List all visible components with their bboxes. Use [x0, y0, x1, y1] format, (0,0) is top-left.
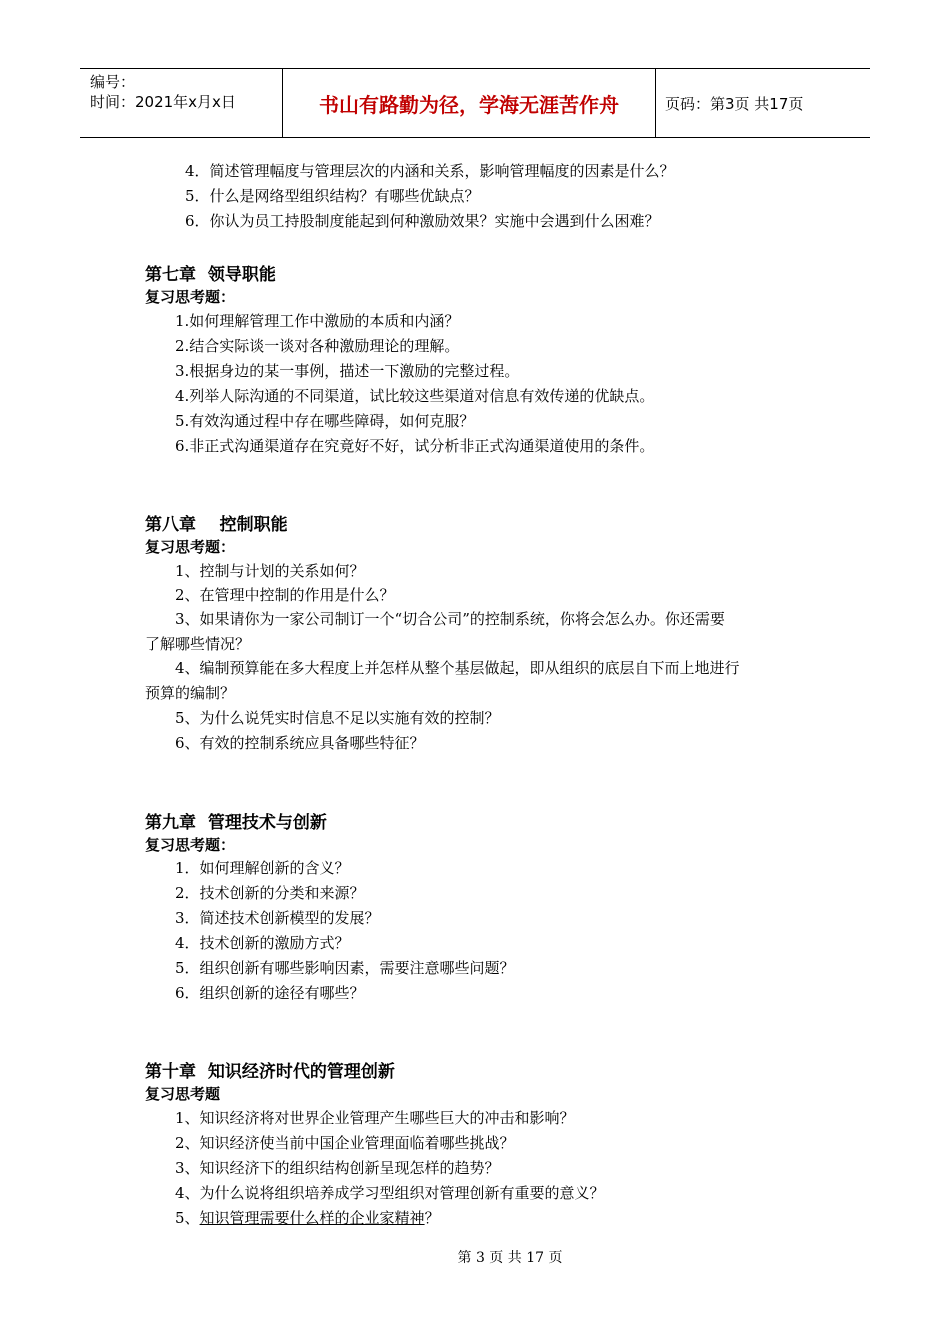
list-item: 5.有效沟通过程中存在哪些障碍，如何克服？ [175, 412, 475, 430]
page-footer: 第 3 页 共 17 页 [457, 1250, 563, 1266]
chapter-title: 第八章 控制职能 [145, 515, 288, 535]
date-label: 时间：2021年x月x日 [90, 93, 236, 111]
list-item: 2.结合实际谈一谈对各种激励理论的理解。 [175, 337, 460, 355]
header-page-info: 页码：第3页 共17页 [665, 94, 804, 113]
list-item: 6．组织创新的途径有哪些？ [175, 984, 365, 1002]
chapter-title: 第九章 管理技术与创新 [145, 813, 327, 833]
list-item: 3、如果请你为一家公司制订一个“切合公司”的控制系统，你将会怎么办。你还需要 [175, 610, 725, 628]
list-item: 3．简述技术创新模型的发展？ [175, 909, 380, 927]
list-item: 5．组织创新有哪些影响因素，需要注意哪些问题？ [175, 959, 515, 977]
list-item: 5、为什么说凭实时信息不足以实施有效的控制？ [175, 709, 500, 727]
list-item: 1、知识经济将对世界企业管理产生哪些巨大的冲击和影响？ [175, 1109, 575, 1127]
list-item: 6、有效的控制系统应具备哪些特征？ [175, 734, 425, 752]
list-item-continuation: 预算的编制？ [145, 684, 236, 702]
list-item-number: 5、 [175, 1209, 200, 1227]
list-item: 6.非正式沟通渠道存在究竟好不好，试分析非正式沟通渠道使用的条件。 [175, 437, 655, 455]
list-item: 3.根据身边的某一事例，描述一下激励的完整过程。 [175, 362, 520, 380]
chapter-title: 第七章 领导职能 [145, 265, 276, 285]
list-item: 1．如何理解创新的含义？ [175, 859, 350, 877]
number-label: 编号： [90, 73, 136, 91]
section-subtitle: 复习思考题： [145, 538, 236, 556]
section-subtitle: 复习思考题 [145, 1085, 221, 1103]
list-item: 6．你认为员工持股制度能起到何种激励效果？实施中会遇到什么困难？ [185, 212, 660, 230]
knowledge-management-link[interactable]: 知识管理需要什么样的企业家精神 [199, 1209, 425, 1227]
list-item [175, 1208, 440, 1228]
list-item: 4、为什么说将组织培养成学习型组织对管理创新有重要的意义？ [175, 1184, 605, 1202]
section-subtitle: 复习思考题： [145, 836, 236, 854]
list-item: 4．简述管理幅度与管理层次的内涵和关系，影响管理幅度的因素是什么？ [185, 162, 675, 180]
header-motto: 书山有路勤为径，学海无涯苦作舟 [282, 69, 656, 137]
list-item: 1.如何理解管理工作中激励的本质和内涵？ [175, 312, 460, 330]
list-item: 5．什么是网络型组织结构？有哪些优缺点？ [185, 187, 480, 205]
list-item: 4．技术创新的激励方式？ [175, 934, 350, 952]
list-item: 4、编制预算能在多大程度上并怎样从整个基层做起，即从组织的底层自下而上地进行 [175, 659, 740, 677]
header-meta [80, 69, 282, 137]
list-item: 4.列举人际沟通的不同渠道，试比较这些渠道对信息有效传递的优缺点。 [175, 387, 655, 405]
list-item: 1、控制与计划的关系如何？ [175, 562, 365, 580]
list-item: 2．技术创新的分类和来源？ [175, 884, 365, 902]
list-item: 2、知识经济使当前中国企业管理面临着哪些挑战？ [175, 1134, 515, 1152]
list-item: 2、在管理中控制的作用是什么？ [175, 586, 395, 604]
page-header [80, 68, 870, 138]
list-item-suffix: ？ [424, 1209, 440, 1227]
list-item-continuation: 了解哪些情况？ [145, 635, 251, 653]
chapter-title: 第十章 知识经济时代的管理创新 [145, 1062, 395, 1082]
section-subtitle: 复习思考题： [145, 288, 236, 306]
list-item: 3、知识经济下的组织结构创新呈现怎样的趋势？ [175, 1159, 500, 1177]
